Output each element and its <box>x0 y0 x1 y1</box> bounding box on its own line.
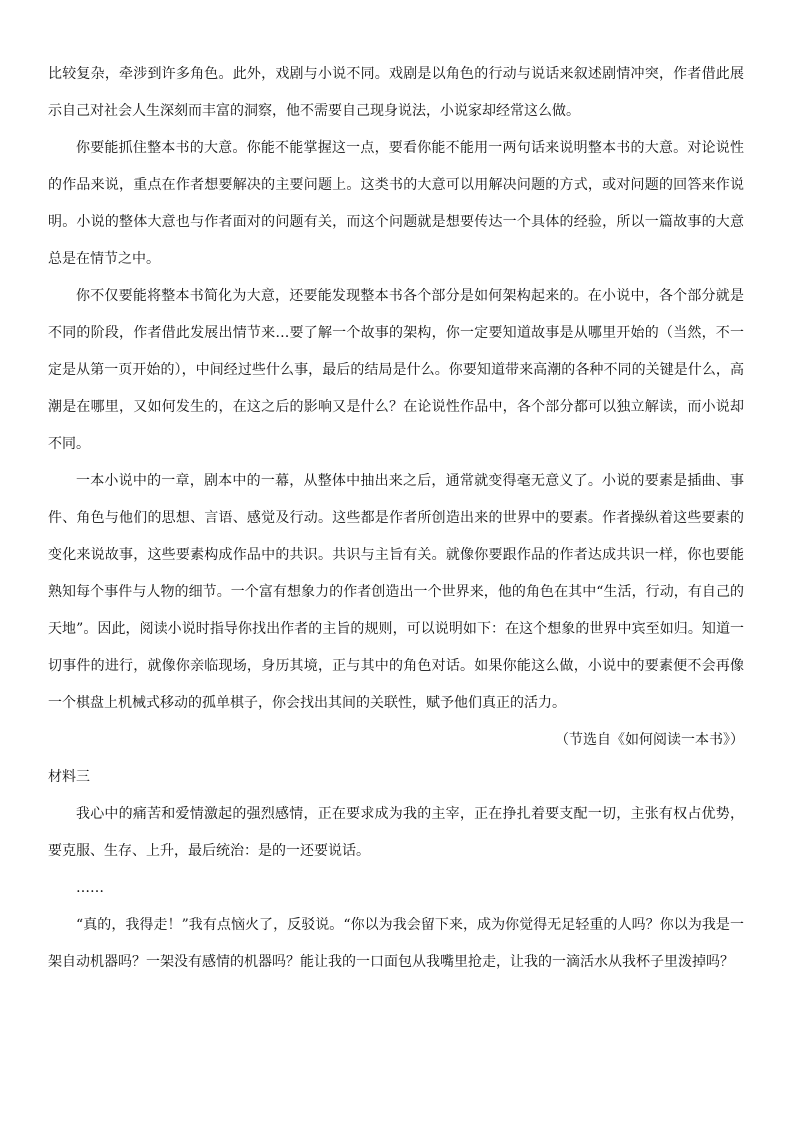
paragraph-structure: 你不仅要能将整本书简化为大意，还要能发现整本书各个部分是如何架构起来的。在小说中，各个部分就是不同的阶段，作者借此发展出情节来…要了解一个故事的架构，你一定要知道故事是从哪里开始的（当然，不一定是从第一页开始的），中间经过些什么事，最后的结局是什么。你要知道带来高潮的各种不同的关键是什么，高潮是在哪里，又如何发生的，在这之后的影响又是什么？在论说性作品中，各个部分都可以独立解读，而小说却不同。 <box>48 288 744 452</box>
ellipsis-line: …… <box>76 880 104 896</box>
paragraph-continuation: 比较复杂，牵涉到许多角色。此外，戏剧与小说不同。戏剧是以角色的行动与说话来叙述剧情冲突，作者借此展示自己对社会人生深刻而丰富的洞察，他不需要自己现身说法，小说家却经常这么做。 <box>48 66 744 119</box>
paragraph-elements: 一本小说中的一章，剧本中的一幕，从整体中抽出来之后，通常就变得毫无意义了。小说的要素是插曲、事件、角色与他们的思想、言语、感觉及行动。这些都是作者所创造出来的世界中的要素。作者操纵着这些要素的变化来说故事，这些要素构成作品中的共识。共识与主旨有关。就像你要跟作品的作者达成共识一样，你也要能熟知每个事件与人物的细节。一个富有想象力的作者创造出一个世界来，他的角色在其中“生活，行动，有自己的天地”。因此，阅读小说时指导你找出作者的主旨的规则，可以说明如下：在这个想象的世界中宾至如归。知道一切事件的进行，就像你亲临现场，身历其境，正与其中的角色对话。如果你能这么做，小说中的要素便不会再像一个棋盘上机械式移动的孤单棋子，你会找出其间的关联性，赋予他们真正的活力。 <box>48 473 744 711</box>
source-citation: （节选自《如何阅读一本书》） <box>555 732 744 748</box>
paragraph-passion: 我心中的痛苦和爱情激起的强烈感情，正在要求成为我的主宰，正在挣扎着要支配一切，主张有权占优势，要克服、生存、上升，最后统治：是的一还要说话。 <box>48 806 744 859</box>
material-three-heading: 材料三 <box>48 769 90 785</box>
document-page <box>48 56 744 981</box>
paragraph-main-idea: 你要能抓住整本书的大意。你能不能掌握这一点，要看你能不能用一两句话来说明整本书的大意。对论说性的作品来说，重点在作者想要解决的主要问题上。这类书的大意可以用解决问题的方式，或对问题的回答来作说明。小说的整体大意也与作者面对的问题有关，而这个问题就是想要传达一个具体的经验，所以一篇故事的大意总是在情节之中。 <box>48 140 744 267</box>
paragraph-dialogue: “真的，我得走！”我有点恼火了，反驳说。“你以为我会留下来，成为你觉得无足轻重的人吗？你以为我是一架自动机器吗？一架没有感情的机器吗？能让我的一口面包从我嘴里抢走，让我的一滴活水从我杯子里泼掉吗？ <box>48 917 744 970</box>
